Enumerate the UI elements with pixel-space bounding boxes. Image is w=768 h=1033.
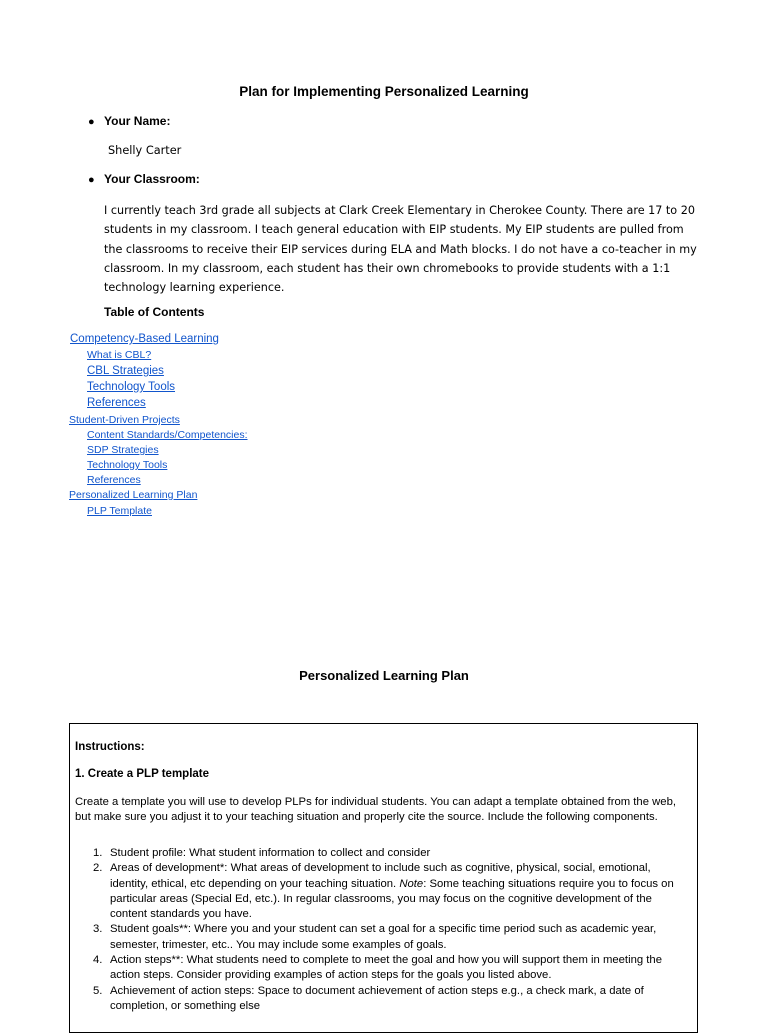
classroom-description: I currently teach 3rd grade all subjects at Clark Creek Elementary in Cherokee County. There are 17 to 20 students in my classroom. I teach general education with EIP students. My EIP students are pulled from the classrooms to receive their EIP services during ELA and Math blocks. I do not have a co-teacher in my classroom. In my classroom, each student has their own chromebooks to provide students with a 1:1 technology learning experience. (104, 204, 697, 295)
list-item-text: Student profile: What student information to collect and consider (110, 847, 431, 859)
name-value: Shelly Carter (108, 144, 182, 157)
bullet-dot-icon: ● (88, 174, 95, 186)
plp-section-title: Personalized Learning Plan (299, 668, 469, 683)
toc-link-competency-based-learning[interactable]: Competency-Based Learning (70, 333, 219, 345)
page-title: Plan for Implementing Personalized Learning (239, 84, 529, 99)
list-item-text: Student goals**: Where you and your student can set a goal for a specific time period such as academic year, semester, trimester, etc.. You may include some examples of goals. (110, 923, 657, 951)
list-number: 2. (93, 862, 103, 875)
toc-link-personalized-learning-plan[interactable]: Personalized Learning Plan (69, 489, 198, 501)
classroom-bullet (88, 172, 200, 186)
list-number: 5. (93, 984, 103, 997)
toc-link-cbl-strategies[interactable]: CBL Strategies (87, 365, 164, 377)
list-item (75, 846, 690, 861)
step-title: 1. Create a PLP template (75, 768, 210, 780)
components-list (75, 846, 690, 1014)
toc-link-references[interactable]: References (87, 397, 146, 409)
toc-link-sdp-strategies[interactable]: SDP Strategies (87, 444, 159, 456)
list-item (75, 953, 690, 984)
bullet-dot-icon: ● (88, 116, 95, 128)
toc-link-technology-tools-2[interactable]: Technology Tools (87, 459, 168, 471)
list-item-text: : Some teaching situations require you to focus on particular areas (Special Ed, etc.). In regular classrooms, you may focus on the cognitive development of the content standards you have. (110, 877, 674, 921)
list-item-text: Achievement of action steps: Space to document achievement of action steps e.g., a check mark, a date of completion, or something else (110, 984, 644, 1012)
name-label: Your Name: (104, 114, 171, 128)
list-item-text: Action steps**: What students need to complete to meet the goal and how you will support them in meeting the action steps. Consider providing examples of action steps for the goals you listed above. (110, 954, 662, 982)
step-description: Create a template you will use to develop PLPs for individual students. You can adapt a template obtained from the web, but make sure you adjust it to your teaching situation and properly cite the source. Include the following components. (75, 796, 676, 824)
toc-heading: Table of Contents (104, 305, 205, 319)
list-number: 4. (93, 954, 103, 967)
toc-link-content-standards[interactable]: Content Standards/Competencies: (87, 429, 248, 441)
note-label: Note (399, 877, 424, 890)
list-number: 3. (93, 923, 103, 936)
instructions-box (69, 723, 698, 1033)
name-bullet (88, 114, 170, 128)
toc-link-references-2[interactable]: References (87, 474, 141, 486)
list-item (75, 984, 690, 1015)
toc-link-student-driven-projects[interactable]: Student-Driven Projects (69, 414, 180, 426)
toc-link-technology-tools[interactable]: Technology Tools (87, 381, 176, 393)
list-item (75, 861, 690, 922)
classroom-label: Your Classroom: (104, 172, 200, 186)
toc-link-plp-template[interactable]: PLP Template (87, 505, 152, 517)
list-item (75, 922, 690, 953)
list-item-text: Areas of development*: What areas of development to include such as cognitive, physical, social, emotional, identity, ethical, etc depending on your teaching situation. (110, 862, 651, 890)
instructions-label: Instructions: (75, 741, 145, 753)
list-number: 1. (93, 847, 103, 859)
toc-link-what-is-cbl[interactable]: What is CBL? (87, 349, 152, 361)
